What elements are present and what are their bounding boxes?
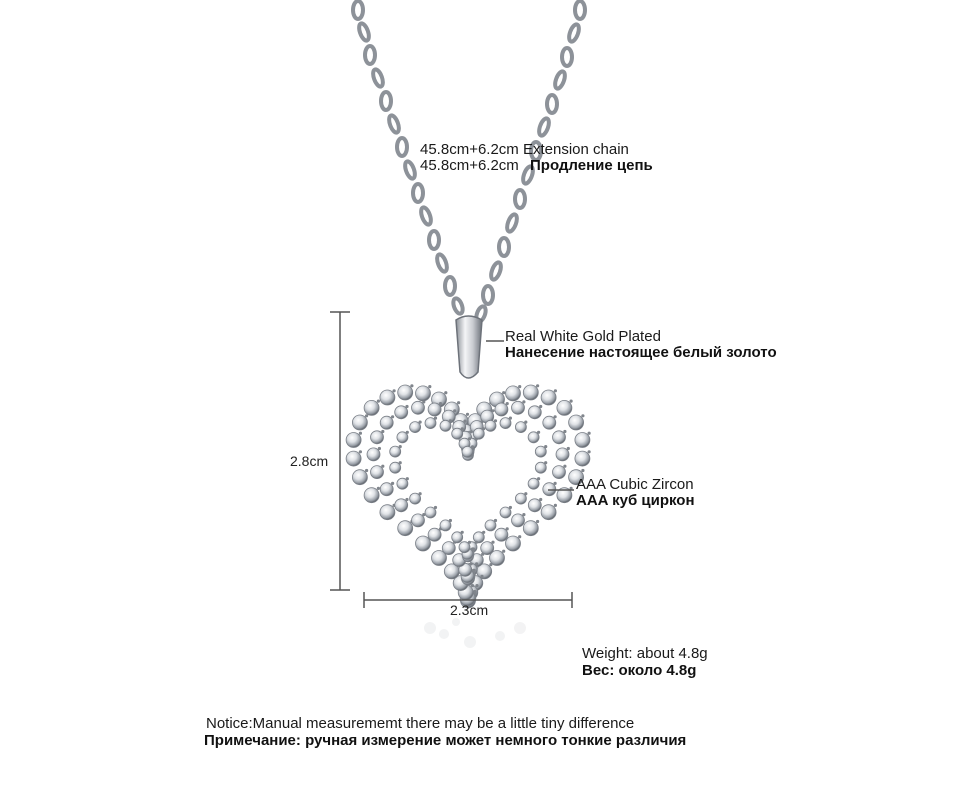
prong	[468, 541, 471, 544]
prong	[472, 569, 475, 572]
zircon-stone	[506, 386, 521, 401]
prong	[359, 450, 362, 453]
zircon-stone	[416, 536, 431, 551]
prong	[489, 563, 492, 566]
chain-length-label: 45.8cm+6.2cm Extension chain	[420, 141, 629, 158]
prong	[466, 413, 469, 416]
prong	[449, 419, 452, 422]
prong	[461, 427, 464, 430]
prong	[522, 513, 525, 516]
prong	[475, 562, 478, 565]
prong	[506, 527, 509, 530]
prong	[539, 498, 542, 501]
prong	[378, 447, 381, 450]
prong	[475, 541, 478, 544]
prong	[391, 482, 394, 485]
zircon-stone	[412, 514, 425, 527]
zircon-stone	[553, 466, 566, 479]
plating-label: Real White Gold Plated	[505, 328, 661, 345]
zircon-stone	[412, 401, 425, 414]
prong	[471, 547, 474, 550]
heart-pendant	[346, 384, 591, 608]
zircon-stone	[352, 415, 367, 430]
zircon-stone	[541, 505, 556, 520]
zircon-stone	[557, 400, 572, 415]
zircon-stone	[569, 415, 584, 430]
zircon-stone	[556, 448, 569, 461]
prong	[494, 519, 497, 522]
prong	[471, 584, 474, 587]
prong	[359, 432, 362, 435]
prong	[419, 492, 422, 495]
zircon-stone	[543, 416, 556, 429]
zircon-stone	[523, 385, 538, 400]
prong	[480, 575, 483, 578]
prong	[581, 469, 584, 472]
prong	[463, 420, 466, 423]
prong	[563, 465, 566, 468]
zircon-stone	[398, 385, 413, 400]
zircon-stone	[428, 528, 441, 541]
prong	[481, 553, 484, 556]
prong	[439, 402, 442, 405]
prong	[570, 400, 573, 403]
prong	[502, 391, 505, 394]
prong	[563, 430, 566, 433]
zircon-stone	[442, 542, 455, 555]
zircon-stone	[528, 432, 539, 443]
zircon-stone	[452, 532, 463, 543]
prong	[502, 550, 505, 553]
zircon-stone	[528, 499, 541, 512]
prong	[482, 427, 485, 430]
prong	[434, 417, 437, 420]
prong	[518, 385, 521, 388]
zircon-stone	[346, 451, 361, 466]
zircon-stone	[410, 422, 421, 433]
prong	[377, 400, 380, 403]
prong	[422, 400, 425, 403]
prong	[461, 531, 464, 534]
prong	[406, 431, 409, 434]
zircon-stone	[541, 390, 556, 405]
prong	[470, 562, 473, 565]
notice-text-ru: Примечание: ручная измерение может немного тонкие различия	[204, 732, 687, 749]
chain-length-label-ru: Продление цепь	[530, 157, 653, 174]
zircon-stone	[528, 406, 541, 419]
zircon-stone	[575, 433, 590, 448]
pendant-reflection	[424, 618, 526, 648]
prong	[554, 482, 557, 485]
zircon-stone	[390, 462, 401, 473]
zircon-stone	[380, 390, 395, 405]
zircon-stone	[352, 470, 367, 485]
zircon-stone	[346, 433, 361, 448]
prong	[405, 405, 408, 408]
prong	[399, 461, 402, 464]
prong	[524, 421, 527, 424]
prong	[444, 391, 447, 394]
zircon-stone	[398, 521, 413, 536]
zircon-stone	[380, 483, 393, 496]
plating-label-ru: Нанесение настоящее белый золото	[505, 344, 777, 361]
prong	[491, 409, 494, 412]
weight-label: Weight: about 4.8g	[582, 645, 708, 662]
prong	[588, 432, 591, 435]
zircon-stone	[380, 505, 395, 520]
prong	[509, 506, 512, 509]
prong	[536, 520, 539, 523]
prong	[494, 419, 497, 422]
prong	[567, 447, 570, 450]
notice-text: Notice:Manual measurememt there may be a little tiny difference	[206, 715, 635, 732]
prong	[457, 401, 460, 404]
prong	[518, 535, 521, 538]
prong	[470, 430, 473, 433]
zircon-stone	[425, 507, 436, 518]
zircon-stone	[543, 483, 556, 496]
prong	[537, 477, 540, 480]
prong	[554, 415, 557, 418]
prong	[544, 445, 547, 448]
prong	[509, 417, 512, 420]
prong	[428, 385, 431, 388]
zircon-stone	[485, 420, 496, 431]
zircon-stone	[523, 521, 538, 536]
prong	[468, 437, 471, 440]
zircon-stone	[495, 403, 508, 416]
prong	[405, 498, 408, 501]
prong	[381, 465, 384, 468]
zircon-stone	[367, 448, 380, 461]
prong	[506, 402, 509, 405]
zircon-stone	[364, 400, 379, 415]
pendant-bail	[456, 316, 482, 378]
prong	[554, 389, 557, 392]
zircon-stone	[553, 431, 566, 444]
prong	[419, 421, 422, 424]
width-dimension-label: 2.3cm	[450, 602, 489, 618]
zircon-stone	[575, 451, 590, 466]
zircon-stone	[425, 418, 436, 429]
prong	[399, 445, 402, 448]
zircon-stone	[371, 431, 384, 444]
zircon-stone	[495, 528, 508, 541]
prong	[491, 541, 494, 544]
zircon-stone	[428, 403, 441, 416]
prong	[537, 431, 540, 434]
prong	[554, 504, 557, 507]
chain-length-label-ru-prefix: 45.8cm+6.2cm	[420, 157, 519, 174]
zircon-stone	[395, 499, 408, 512]
zircon-stone	[416, 386, 431, 401]
prong	[393, 389, 396, 392]
stone-label: AAA Cubic Zircon	[576, 476, 694, 493]
stone-label-ru: AAA куб циркон	[576, 492, 695, 509]
zircon-stone	[512, 514, 525, 527]
prong	[365, 469, 368, 472]
zircon-stone	[390, 446, 401, 457]
prong	[475, 584, 478, 587]
prong	[391, 415, 394, 418]
zircon-stone	[512, 401, 525, 414]
prong	[581, 414, 584, 417]
zircon-stone	[528, 478, 539, 489]
zircon-stone	[380, 416, 393, 429]
prong	[377, 487, 380, 490]
prong	[434, 506, 437, 509]
prong	[536, 384, 539, 387]
prong	[544, 461, 547, 464]
prong	[482, 531, 485, 534]
prong	[522, 400, 525, 403]
height-dimension-label: 2.8cm	[290, 453, 329, 469]
prong	[449, 519, 452, 522]
prong	[471, 445, 474, 448]
prong	[524, 492, 527, 495]
weight-label-ru: Вес: около 4.8g	[582, 662, 697, 679]
zircon-stone	[506, 536, 521, 551]
zircon-stone	[364, 488, 379, 503]
zircon-stone	[371, 466, 384, 479]
prong	[453, 409, 456, 412]
prong	[381, 430, 384, 433]
prong	[406, 477, 409, 480]
zircon-stone	[395, 406, 408, 419]
prong	[588, 450, 591, 453]
prong	[410, 384, 413, 387]
prong	[539, 405, 542, 408]
